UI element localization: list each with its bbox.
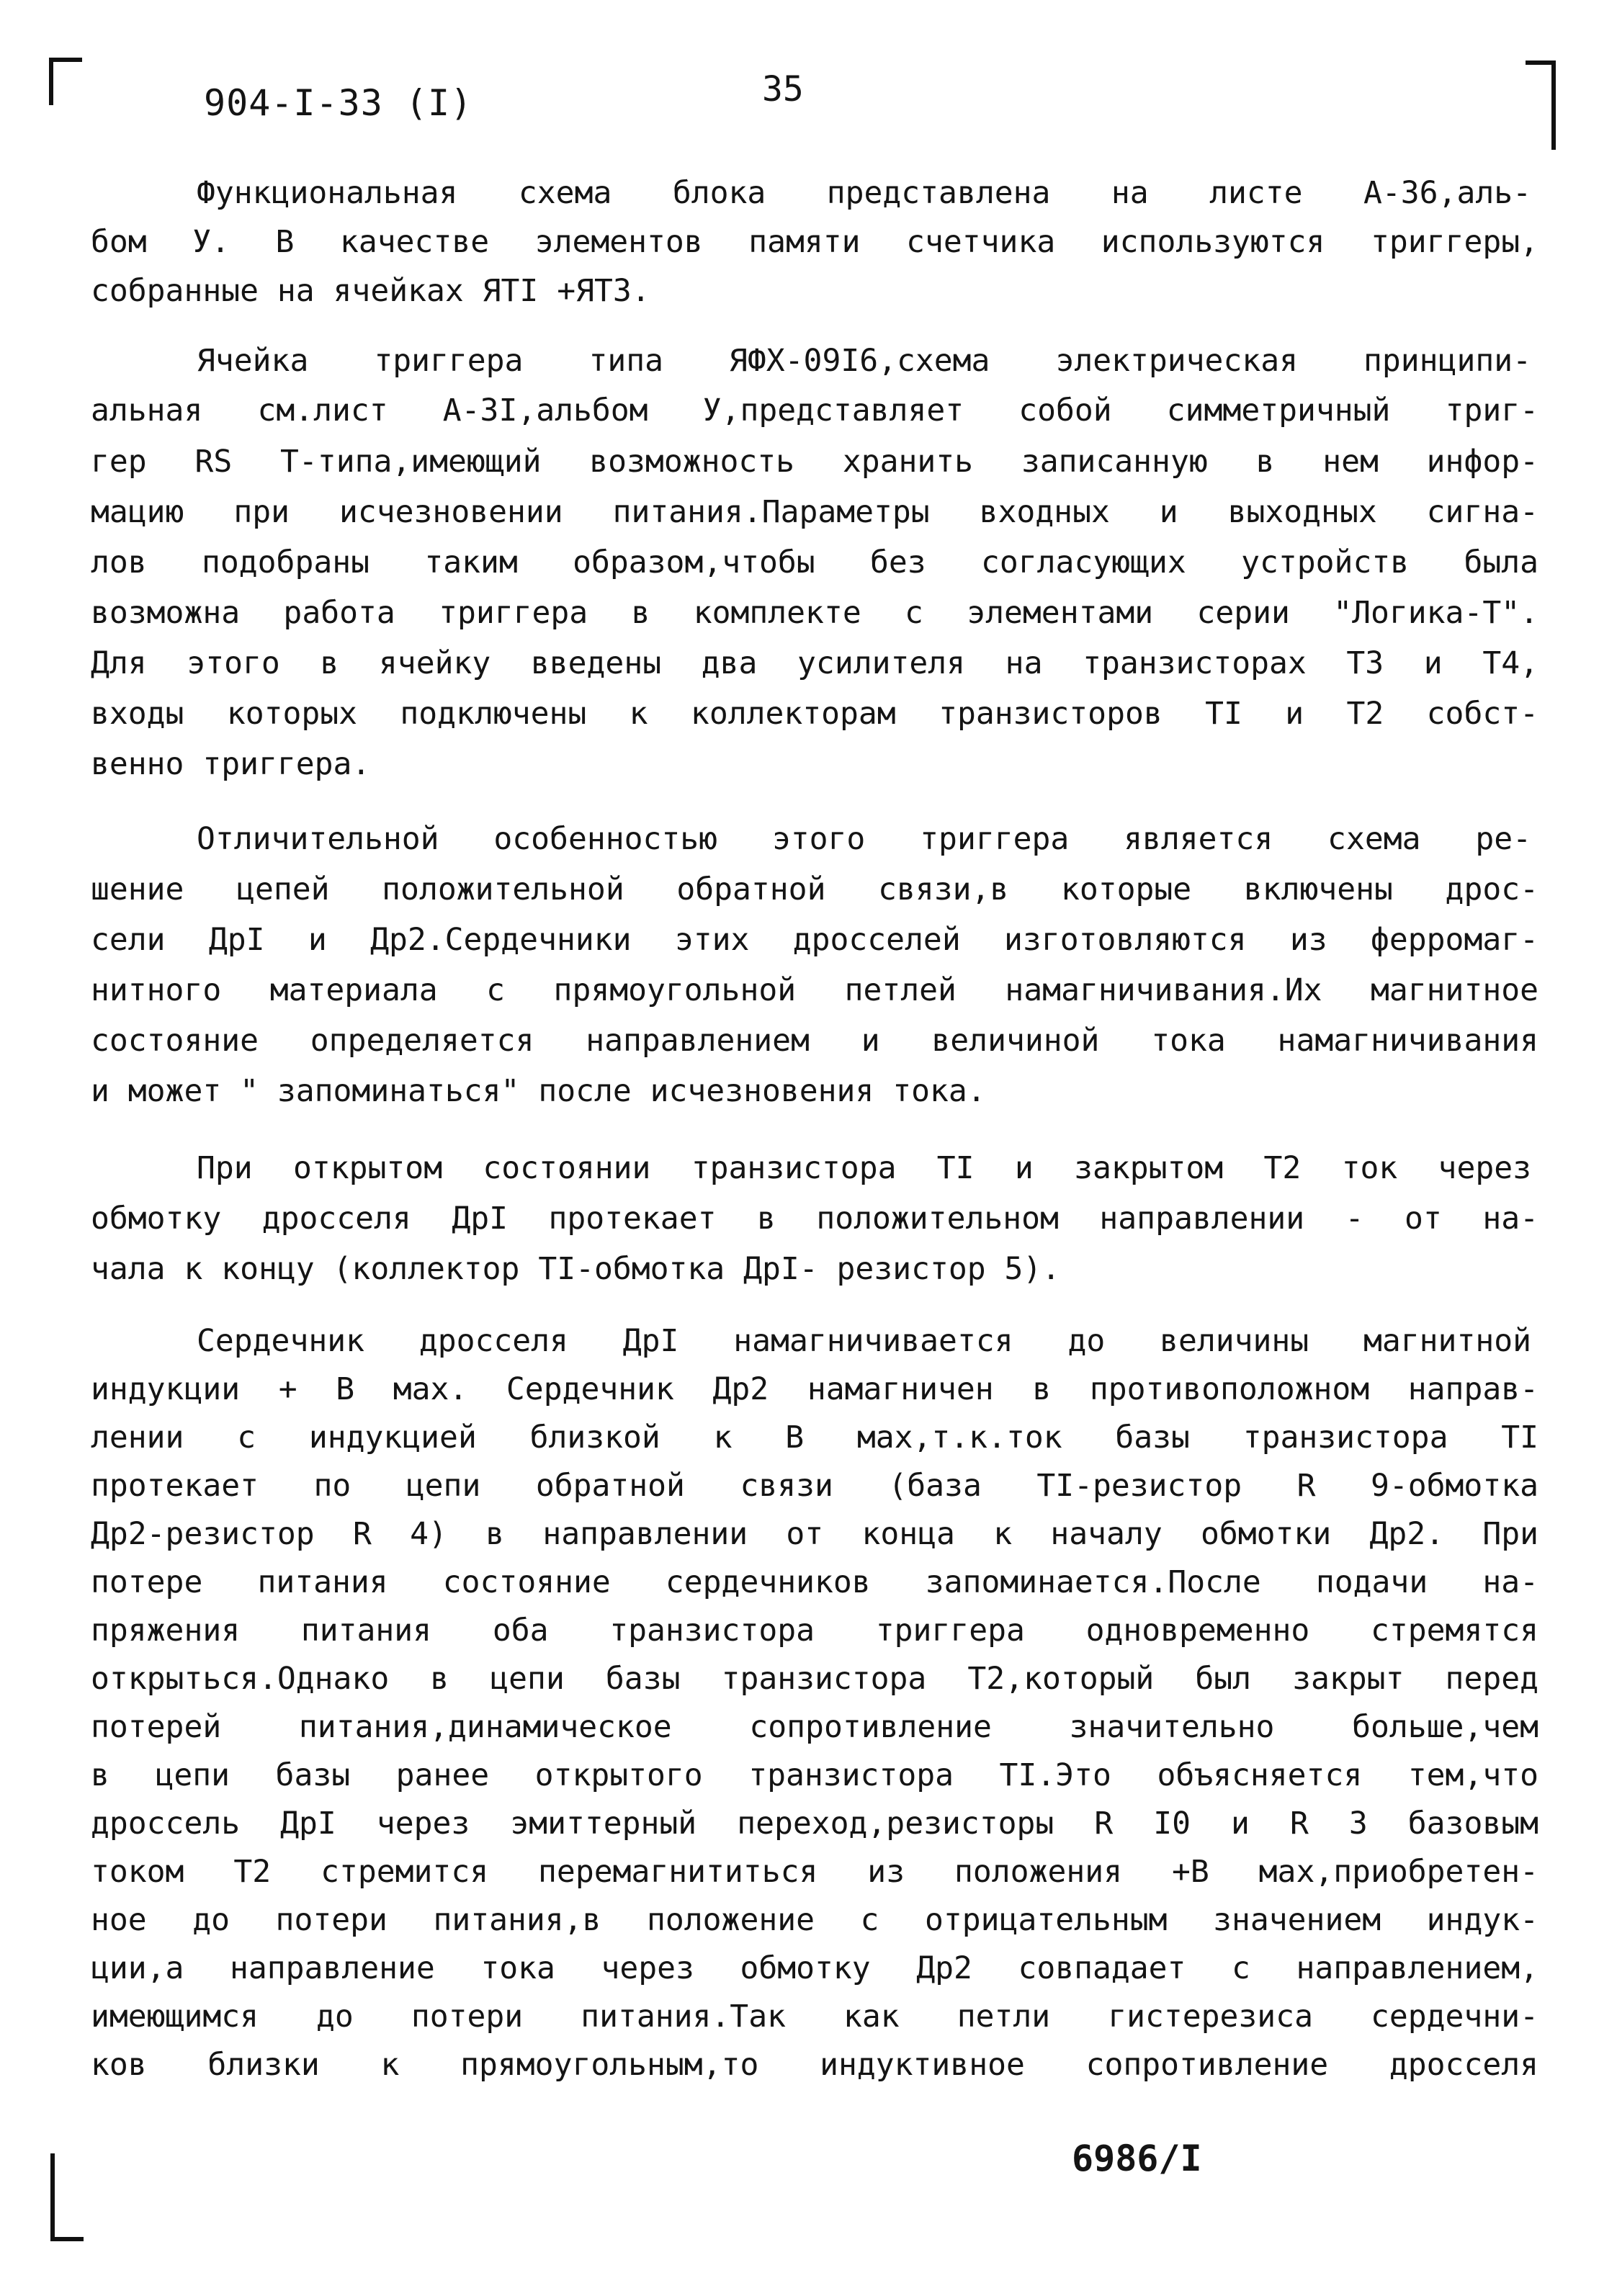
paragraph-5-line-9: потерей питания,динамическое сопротивление значительно больше,чем <box>91 1709 1538 1745</box>
paragraph-3-line-5: состояние определяется направлением и величиной тока намагничивания <box>91 1023 1538 1059</box>
paragraph-4-line-3: чала к концу (коллектор ТI-обмотка ДрI- резистор 5). <box>91 1251 1061 1287</box>
corner-mark-bottom-left <box>50 2153 84 2241</box>
paragraph-5-line-3: лении с индукцией близкой к В мах,т.к.ток базы транзистора ТI <box>91 1420 1538 1456</box>
paragraph-5-line-14: ции,а направление тока через обмотку Др2 совпадает с направлением, <box>91 1950 1538 1986</box>
paragraph-1-line-2: бом У. В качестве элементов памяти счетчика используются триггеры, <box>91 224 1538 260</box>
paragraph-2-line-5: лов подобраны таким образом,чтобы без согласующих устройств была <box>91 544 1538 580</box>
paragraph-2-line-8: входы которых подключены к коллекторам транзисторов ТI и Т2 собст- <box>91 696 1538 732</box>
paragraph-5-line-7: пряжения питания оба транзистора триггера одновременно стремятся <box>91 1613 1538 1649</box>
paragraph-5-line-6: потере питания состояние сердечников запоминается.После подачи на- <box>91 1564 1538 1600</box>
sheet-code: 6986/I <box>1072 2138 1202 2179</box>
paragraph-2-line-4: мацию при исчезновении питания.Параметры входных и выходных сигна- <box>91 494 1538 530</box>
paragraph-4-line-2: обмотку дросселя ДрI протекает в положительном направлении - от на- <box>91 1201 1538 1237</box>
paragraph-2-line-6: возможна работа триггера в комплекте с элементами серии "Логика-Т". <box>91 595 1538 631</box>
paragraph-5-line-11: дроссель ДрI через эмиттерный переход,резисторы R I0 и R 3 базовым <box>91 1806 1538 1842</box>
paragraph-5-line-1: Сердечник дросселя ДрI намагничивается до величины магнитной <box>197 1323 1531 1359</box>
paragraph-3-line-3: сели ДрI и Др2.Сердечники этих дросселей изготовляются из ферромаг- <box>91 922 1538 958</box>
paragraph-4-line-1: При открытом состоянии транзистора ТI и закрытом Т2 ток через <box>197 1150 1531 1186</box>
paragraph-5-line-5: Др2-резистор R 4) в направлении от конца к началу обмотки Др2. При <box>91 1516 1538 1552</box>
paragraph-5-line-15: имеющимся до потери питания.Так как петли гистерезиса сердечни- <box>91 1999 1538 2035</box>
paragraph-1-line-3: собранные на ячейках ЯТI +ЯТ3. <box>91 273 650 309</box>
paragraph-3-line-6: и может " запоминаться" после исчезновения тока. <box>91 1073 986 1109</box>
paragraph-2-line-3: гер RS Т-типа,имеющий возможность хранить записанную в нем инфор- <box>91 444 1538 480</box>
paragraph-2-line-7: Для этого в ячейку введены два усилителя на транзисторах Т3 и Т4, <box>91 645 1538 681</box>
paragraph-2-line-9: венно триггера. <box>91 746 371 782</box>
paragraph-3-line-2: шение цепей положительной обратной связи,в которые включены дрос- <box>91 871 1538 907</box>
paragraph-5-line-4: протекает по цепи обратной связи (база ТI-резистор R 9-обмотка <box>91 1468 1538 1504</box>
paragraph-2-line-1: Ячейка триггера типа ЯФХ-09I6,схема электрическая принципи- <box>197 343 1531 379</box>
paragraph-3-line-1: Отличительной особенностью этого триггера является схема ре- <box>197 821 1531 857</box>
paragraph-2-line-2: альная см.лист А-3I,альбом У,представляет собой симметричный триг- <box>91 393 1538 429</box>
paragraph-1-line-1: Функциональная схема блока представлена на листе А-36,аль- <box>197 175 1531 211</box>
document-code: 904-I-33 (I) <box>204 82 473 124</box>
paragraph-5-line-16: ков близки к прямоугольным,то индуктивное сопротивление дросселя <box>91 2047 1538 2083</box>
paragraph-5-line-8: открыться.Однако в цепи базы транзистора Т2,который был закрыт перед <box>91 1661 1538 1697</box>
paragraph-3-line-4: нитного материала с прямоугольной петлей намагничивания.Их магнитное <box>91 972 1538 1008</box>
paragraph-5-line-12: током Т2 стремится перемагнититься из положения +В мах,приобретен- <box>91 1854 1538 1890</box>
paragraph-5-line-10: в цепи базы ранее открытого транзистора ТI.Это объясняется тем,что <box>91 1757 1538 1793</box>
corner-mark-top-right <box>1526 60 1556 150</box>
paragraph-5-line-13: ное до потери питания,в положение с отрицательным значением индук- <box>91 1902 1538 1938</box>
corner-mark-top-left <box>49 58 82 105</box>
page-number: 35 <box>762 69 804 109</box>
paragraph-5-line-2: индукции + В мах. Сердечник Др2 намагничен в противоположном направ- <box>91 1371 1538 1407</box>
